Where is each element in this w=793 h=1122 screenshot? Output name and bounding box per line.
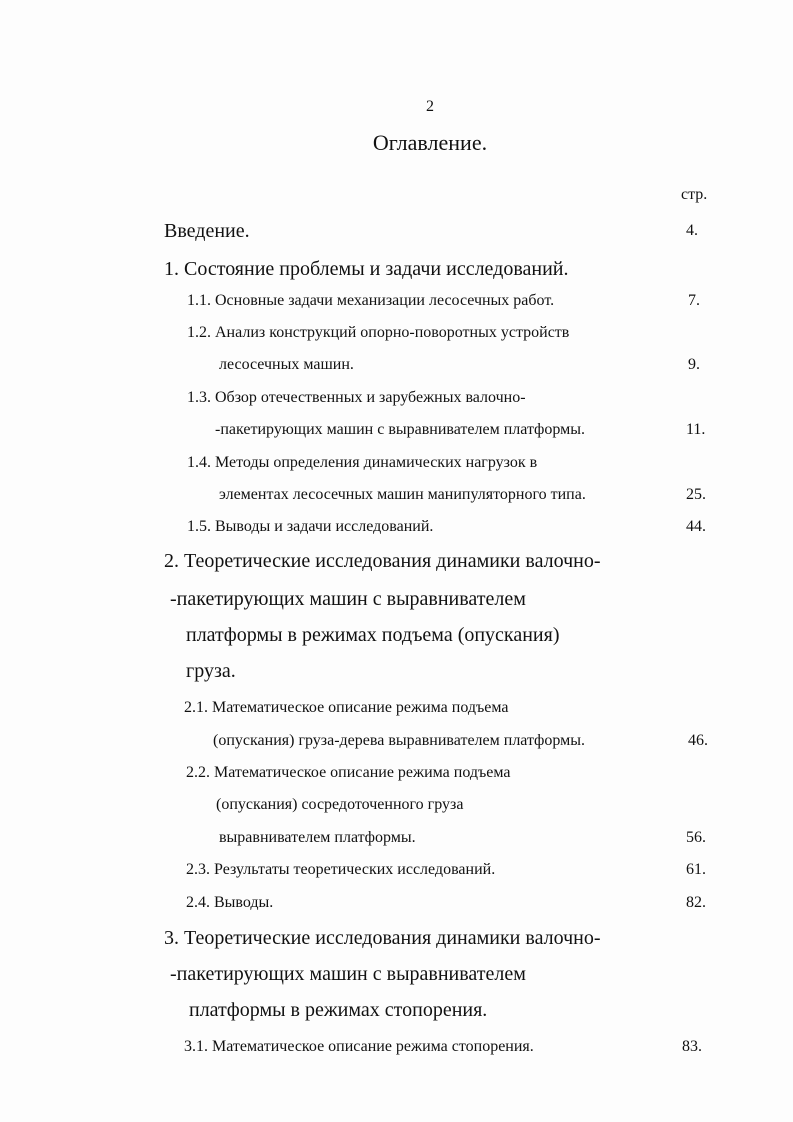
toc-entry-text: 1. Состояние проблемы и задачи исследований. [164,258,569,280]
toc-entry-text: 1.3. Обзор отечественных и зарубежных валочно- [187,389,526,406]
toc-entry-page: 11. [686,421,706,438]
toc-entry-text: лесосечных машин. [219,356,354,373]
toc-entry-page: 25. [686,486,706,503]
toc-entry-text: 2.4. Выводы. [186,894,274,911]
toc-entry-page: 7. [688,292,700,309]
toc-entry-text: 1.4. Методы определения динамических нагрузок в [187,454,538,471]
toc-entry-text: платформы в режимах стопорения. [189,999,488,1021]
toc-entry-text: 1.2. Анализ конструкций опорно-поворотных устройств [187,324,570,341]
toc-entry-page: 4. [686,222,698,239]
page-title: Оглавление. [372,130,488,155]
toc-entry-text: 1.1. Основные задачи механизации лесосечных работ. [187,292,555,309]
toc-entry-text: (опускания) сосредоточенного груза [216,796,464,813]
toc-entry-text: элементах лесосечных машин манипуляторного типа. [219,486,586,503]
toc-entry-page: 9. [688,356,700,373]
toc-entry-page: 44. [686,518,706,535]
toc-entry-text: 2. Теоретические исследования динамики валочно- [164,550,601,572]
toc-entry-text: 2.1. Математическое описание режима подъема [184,699,509,716]
toc-entry-text: 2.3. Результаты теоретических исследований. [186,861,496,878]
toc-entry-page: 61. [686,861,706,878]
toc-entry-page: 56. [686,829,706,846]
toc-entry-text: (опускания) груза-дерева выравнивателем платформы. [213,732,585,749]
page-column-header: стр. [681,186,708,203]
toc-entry-page: 83. [682,1038,702,1055]
toc-entry-text: Введение. [164,220,250,242]
toc-entry-text: -пакетирующих машин с выравнивателем платформы. [215,421,585,438]
toc-entry-text: груза. [186,660,236,682]
toc-entry-text: 2.2. Математическое описание режима подъема [186,764,511,781]
toc-entry-text: выравнивателем платформы. [219,829,416,846]
toc-entry-text: платформы в режимах подъема (опускания) [186,624,560,646]
toc-entry-text: 3. Теоретические исследования динамики валочно- [164,927,601,949]
page-number: 2 [426,98,434,115]
toc-entry-page: 46. [688,732,708,749]
toc-entry-text: 1.5. Выводы и задачи исследований. [187,518,434,535]
toc-entry-text: -пакетирующих машин с выравнивателем [170,963,526,985]
toc-entry-text: 3.1. Математическое описание режима стопорения. [184,1038,534,1055]
toc-entry-text: -пакетирующих машин с выравнивателем [170,588,526,610]
toc-entry-page: 82. [686,894,706,911]
